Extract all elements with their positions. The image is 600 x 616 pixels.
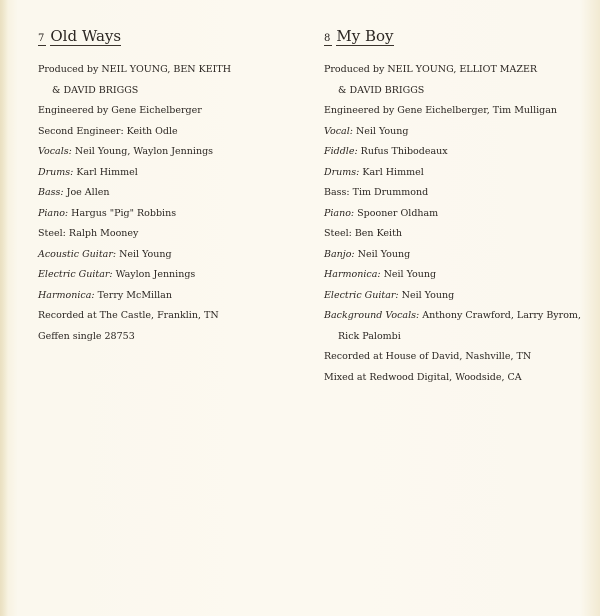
credit-line bbox=[38, 101, 288, 122]
credit-text: & DAVID BRIGGS bbox=[52, 84, 139, 96]
credit-line bbox=[324, 347, 592, 368]
credit-text: Steel: Ben Keith bbox=[324, 228, 403, 239]
credit-line bbox=[38, 81, 288, 102]
credit-role: Harmonica: bbox=[38, 289, 95, 301]
credit-line bbox=[324, 245, 592, 266]
credit-text: Engineered by Gene Eichelberger, Tim Mulligan bbox=[324, 105, 558, 116]
credit-role: Bass: bbox=[38, 187, 64, 198]
credit-line bbox=[38, 306, 288, 327]
credit-role: Electric Guitar: bbox=[324, 289, 399, 301]
credit-text: Anthony Crawford, Larry Byrom, bbox=[419, 310, 581, 321]
credit-line bbox=[38, 245, 288, 266]
credits-list bbox=[38, 60, 288, 347]
credit-text: Bass: Tim Drummond bbox=[324, 187, 429, 198]
credit-text: & DAVID BRIGGS bbox=[338, 84, 425, 96]
credit-text: Neil Young bbox=[116, 248, 172, 260]
credit-role: Piano: bbox=[324, 207, 355, 219]
credit-text: Neil Young bbox=[380, 269, 437, 280]
credit-text: Rufus Thibodeaux bbox=[357, 146, 448, 157]
credit-line bbox=[38, 142, 288, 163]
track-number: 7 bbox=[38, 33, 45, 44]
track-credits-my-boy bbox=[324, 28, 592, 388]
credit-role: Harmonica: bbox=[324, 269, 381, 280]
credit-line bbox=[38, 122, 288, 143]
credits-list bbox=[324, 60, 592, 388]
credit-text: Hargus "Pig" Robbins bbox=[68, 207, 177, 219]
track-credits-old-ways bbox=[38, 28, 288, 347]
credit-line bbox=[324, 163, 592, 184]
credit-line bbox=[324, 183, 592, 204]
credit-text: Geffen single 28753 bbox=[38, 330, 135, 342]
credit-role: Vocals: bbox=[38, 146, 72, 157]
credit-line bbox=[38, 183, 288, 204]
credit-role: Vocal: bbox=[324, 125, 353, 137]
track-title: Old Ways bbox=[50, 27, 122, 45]
credit-text: Mixed at Redwood Digital, Woodside, CA bbox=[324, 371, 522, 383]
credit-line bbox=[324, 60, 592, 81]
credit-text: Steel: Ralph Mooney bbox=[38, 228, 139, 239]
credit-text: Recorded at House of David, Nashville, TN bbox=[324, 351, 532, 362]
credit-line bbox=[324, 265, 592, 286]
credit-text: Engineered by Gene Eichelberger bbox=[38, 105, 202, 116]
track-number: 8 bbox=[324, 33, 331, 44]
credit-text: Neil Young bbox=[398, 289, 455, 301]
credit-line bbox=[38, 163, 288, 184]
credit-line bbox=[324, 142, 592, 163]
page-fold-shadow bbox=[0, 0, 8, 616]
credit-line bbox=[324, 286, 592, 307]
credit-text: Second Engineer: Keith Odle bbox=[38, 125, 178, 137]
credit-line bbox=[324, 101, 592, 122]
credit-line bbox=[324, 122, 592, 143]
credit-line bbox=[38, 327, 288, 348]
credit-line bbox=[324, 204, 592, 225]
credit-role: Acoustic Guitar: bbox=[38, 248, 117, 260]
credit-role: Banjo: bbox=[324, 248, 355, 260]
credit-text: Produced by NEIL YOUNG, BEN KEITH bbox=[38, 64, 232, 75]
credit-line bbox=[324, 81, 592, 102]
credit-line bbox=[324, 224, 592, 245]
credit-text: Karl Himmel bbox=[73, 166, 138, 178]
credit-line bbox=[38, 286, 288, 307]
credit-text: Karl Himmel bbox=[359, 166, 424, 178]
credit-text: Spooner Oldham bbox=[354, 207, 439, 219]
credit-text: Joe Allen bbox=[63, 187, 110, 198]
credit-line bbox=[38, 60, 288, 81]
credit-role: Background Vocals: bbox=[324, 310, 420, 321]
credit-role: Electric Guitar: bbox=[38, 269, 113, 280]
credit-role: Drums: bbox=[38, 166, 74, 178]
credit-text: Recorded at The Castle, Franklin, TN bbox=[38, 310, 219, 321]
credit-line bbox=[324, 368, 592, 389]
track-heading bbox=[324, 28, 592, 48]
credit-line bbox=[324, 306, 592, 327]
credit-text: Neil Young, Waylon Jennings bbox=[71, 146, 214, 157]
credit-text: Waylon Jennings bbox=[112, 269, 196, 280]
credit-role: Piano: bbox=[38, 207, 69, 219]
credit-line bbox=[324, 327, 592, 348]
credit-line bbox=[38, 224, 288, 245]
credit-line bbox=[38, 265, 288, 286]
track-heading bbox=[38, 28, 288, 48]
credit-text: Neil Young bbox=[352, 125, 409, 137]
credit-role: Fiddle: bbox=[324, 146, 358, 157]
credit-text: Neil Young bbox=[354, 248, 411, 260]
credit-line bbox=[38, 204, 288, 225]
credit-text: Rick Palombi bbox=[338, 330, 401, 342]
track-title: My Boy bbox=[336, 27, 394, 45]
credit-role: Drums: bbox=[324, 166, 360, 178]
credit-text: Produced by NEIL YOUNG, ELLIOT MAZER bbox=[324, 64, 538, 75]
credit-text: Terry McMillan bbox=[94, 289, 172, 301]
